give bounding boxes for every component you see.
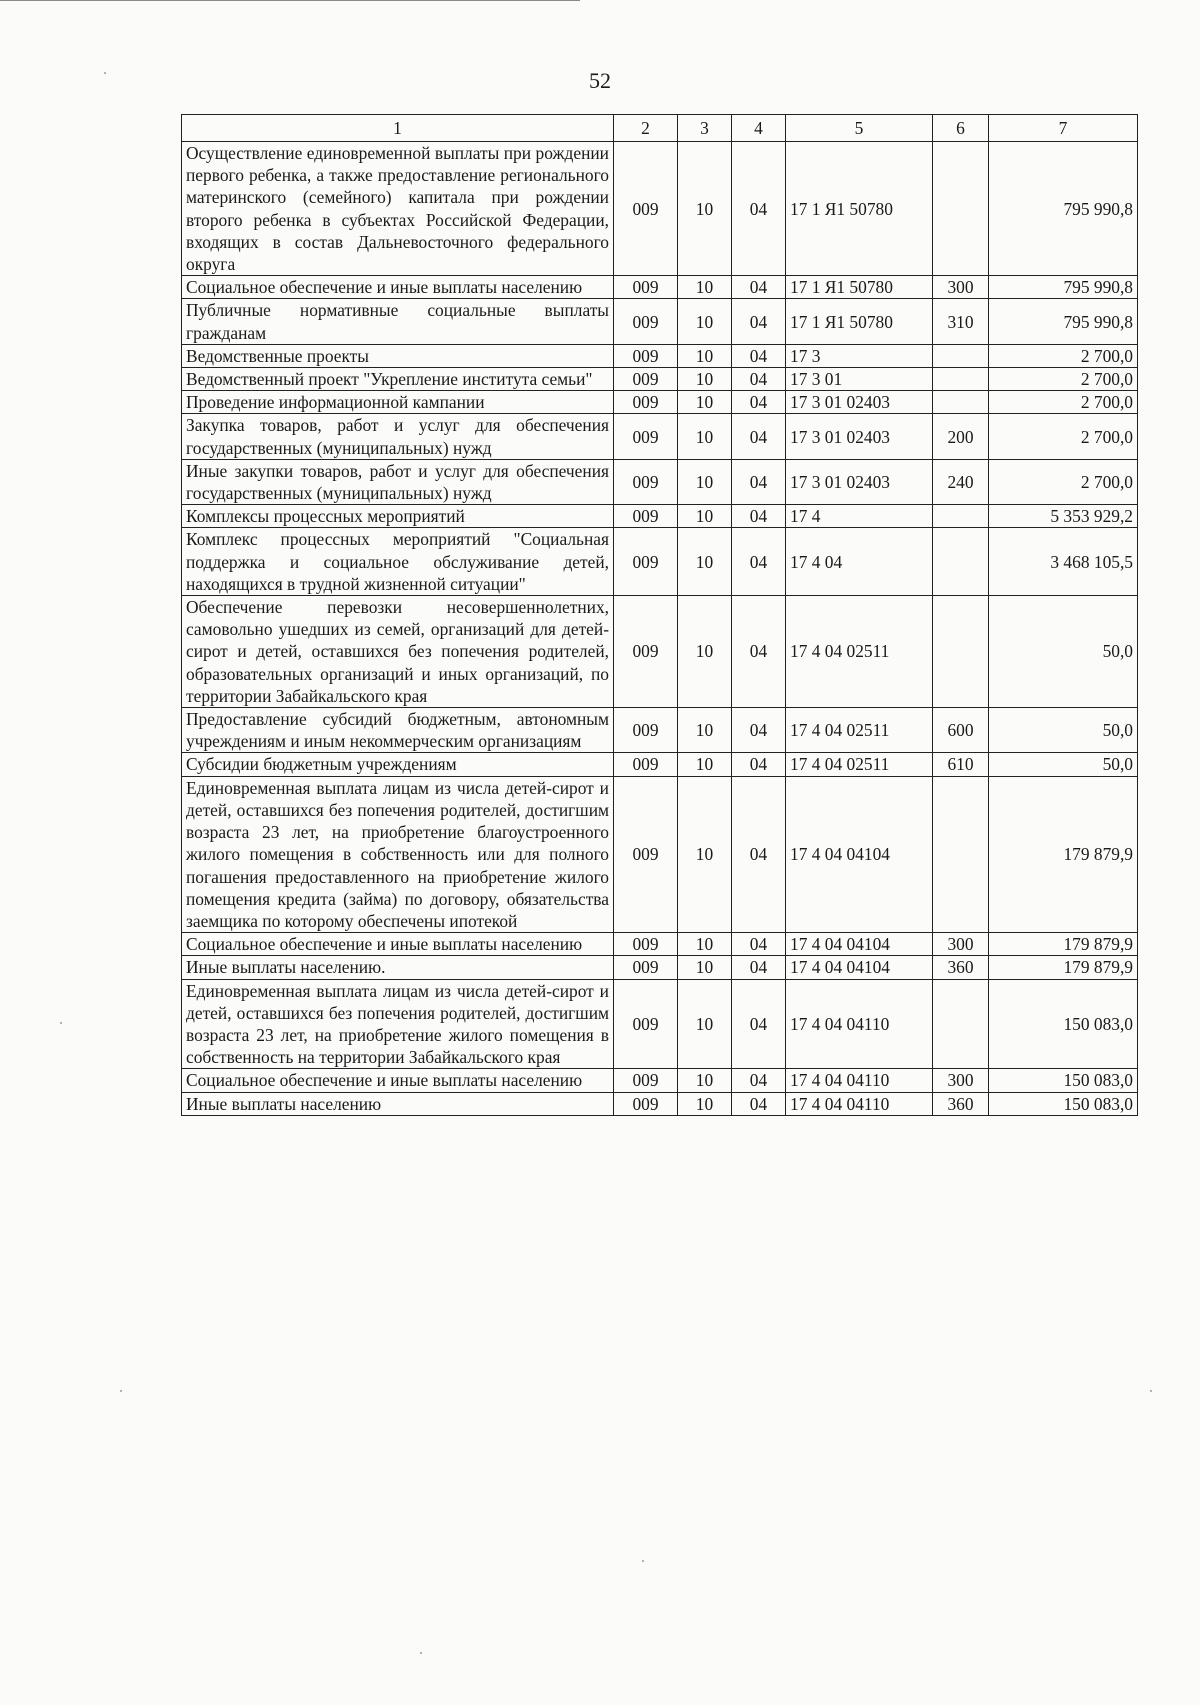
cell-col4: 04 bbox=[732, 344, 786, 367]
scan-speck bbox=[642, 1560, 644, 1562]
cell-amount: 50,0 bbox=[989, 708, 1138, 753]
cell-target-code: 17 4 04 04104 bbox=[786, 933, 933, 956]
cell-col4: 04 bbox=[732, 142, 786, 276]
cell-expense-type: 600 bbox=[933, 708, 989, 753]
table-row bbox=[182, 776, 1138, 932]
cell-col2: 009 bbox=[614, 708, 678, 753]
cell-col2: 009 bbox=[614, 979, 678, 1069]
cell-target-code: 17 4 04 04104 bbox=[786, 776, 933, 932]
cell-col3: 10 bbox=[678, 505, 732, 528]
cell-target-code: 17 1 Я1 50780 bbox=[786, 142, 933, 276]
cell-target-code: 17 4 04 04110 bbox=[786, 1069, 933, 1092]
scan-speck bbox=[104, 72, 106, 74]
cell-expense-type bbox=[933, 505, 989, 528]
cell-amount: 3 468 105,5 bbox=[989, 528, 1138, 596]
cell-col4: 04 bbox=[732, 708, 786, 753]
cell-expense-type: 240 bbox=[933, 459, 989, 504]
cell-col4: 04 bbox=[732, 414, 786, 459]
cell-col4: 04 bbox=[732, 505, 786, 528]
cell-amount: 2 700,0 bbox=[989, 391, 1138, 414]
cell-col3: 10 bbox=[678, 391, 732, 414]
cell-col3: 10 bbox=[678, 142, 732, 276]
cell-amount: 795 990,8 bbox=[989, 299, 1138, 344]
page-number: 52 bbox=[589, 68, 611, 93]
cell-col4: 04 bbox=[732, 933, 786, 956]
cell-amount: 2 700,0 bbox=[989, 459, 1138, 504]
table-row bbox=[182, 459, 1138, 504]
cell-description: Социальное обеспечение и иные выплаты населению bbox=[182, 1069, 614, 1092]
table-row bbox=[182, 708, 1138, 753]
cell-amount: 2 700,0 bbox=[989, 344, 1138, 367]
table-row bbox=[182, 528, 1138, 596]
cell-description: Единовременная выплата лицам из числа детей-сирот и детей, оставшихся без попечения родителей, достигшим возраста 23 лет, на приобретение жилого помещения в собственность на территории Забайкальского края bbox=[182, 979, 614, 1069]
cell-expense-type: 360 bbox=[933, 1092, 989, 1115]
cell-col3: 10 bbox=[678, 753, 732, 776]
cell-description: Проведение информационной кампании bbox=[182, 391, 614, 414]
cell-col4: 04 bbox=[732, 299, 786, 344]
cell-target-code: 17 1 Я1 50780 bbox=[786, 299, 933, 344]
cell-expense-type bbox=[933, 528, 989, 596]
cell-col2: 009 bbox=[614, 391, 678, 414]
cell-expense-type bbox=[933, 979, 989, 1069]
cell-col3: 10 bbox=[678, 596, 732, 708]
cell-expense-type bbox=[933, 776, 989, 932]
cell-target-code: 17 3 bbox=[786, 344, 933, 367]
cell-col2: 009 bbox=[614, 368, 678, 391]
cell-col4: 04 bbox=[732, 776, 786, 932]
cell-amount: 179 879,9 bbox=[989, 933, 1138, 956]
cell-target-code: 17 1 Я1 50780 bbox=[786, 276, 933, 299]
table-body bbox=[182, 142, 1138, 1116]
cell-target-code: 17 4 04 bbox=[786, 528, 933, 596]
cell-expense-type bbox=[933, 368, 989, 391]
scan-edge-line bbox=[0, 0, 580, 1]
table-row bbox=[182, 979, 1138, 1069]
cell-col4: 04 bbox=[732, 753, 786, 776]
cell-description: Закупка товаров, работ и услуг для обеспечения государственных (муниципальных) нужд bbox=[182, 414, 614, 459]
column-header: 7 bbox=[989, 115, 1138, 142]
cell-col3: 10 bbox=[678, 276, 732, 299]
cell-col3: 10 bbox=[678, 933, 732, 956]
cell-expense-type: 310 bbox=[933, 299, 989, 344]
cell-col2: 009 bbox=[614, 1092, 678, 1115]
cell-col3: 10 bbox=[678, 368, 732, 391]
cell-col2: 009 bbox=[614, 276, 678, 299]
cell-col3: 10 bbox=[678, 299, 732, 344]
cell-col2: 009 bbox=[614, 956, 678, 979]
table-row bbox=[182, 299, 1138, 344]
table-row bbox=[182, 596, 1138, 708]
cell-expense-type: 300 bbox=[933, 276, 989, 299]
cell-col2: 009 bbox=[614, 1069, 678, 1092]
cell-expense-type bbox=[933, 344, 989, 367]
cell-col3: 10 bbox=[678, 708, 732, 753]
budget-table bbox=[181, 114, 1138, 1116]
column-header: 3 bbox=[678, 115, 732, 142]
cell-expense-type: 300 bbox=[933, 933, 989, 956]
cell-expense-type: 360 bbox=[933, 956, 989, 979]
cell-col2: 009 bbox=[614, 596, 678, 708]
cell-amount: 179 879,9 bbox=[989, 776, 1138, 932]
cell-amount: 150 083,0 bbox=[989, 1092, 1138, 1115]
cell-target-code: 17 4 bbox=[786, 505, 933, 528]
cell-col4: 04 bbox=[732, 459, 786, 504]
table-row bbox=[182, 1092, 1138, 1115]
cell-target-code: 17 3 01 02403 bbox=[786, 459, 933, 504]
cell-description: Субсидии бюджетным учреждениям bbox=[182, 753, 614, 776]
cell-amount: 2 700,0 bbox=[989, 368, 1138, 391]
cell-description: Иные выплаты населению. bbox=[182, 956, 614, 979]
cell-amount: 179 879,9 bbox=[989, 956, 1138, 979]
table-row bbox=[182, 344, 1138, 367]
table-row bbox=[182, 391, 1138, 414]
cell-target-code: 17 4 04 02511 bbox=[786, 596, 933, 708]
cell-expense-type bbox=[933, 142, 989, 276]
table-row bbox=[182, 368, 1138, 391]
table-row bbox=[182, 414, 1138, 459]
table-row bbox=[182, 956, 1138, 979]
cell-col2: 009 bbox=[614, 299, 678, 344]
cell-col2: 009 bbox=[614, 142, 678, 276]
scan-speck bbox=[120, 1390, 122, 1392]
cell-col2: 009 bbox=[614, 753, 678, 776]
table-row bbox=[182, 1069, 1138, 1092]
cell-description: Предоставление субсидий бюджетным, автономным учреждениям и иным некоммерческим организациям bbox=[182, 708, 614, 753]
cell-col2: 009 bbox=[614, 344, 678, 367]
cell-col3: 10 bbox=[678, 1092, 732, 1115]
table-row bbox=[182, 142, 1138, 276]
cell-col3: 10 bbox=[678, 344, 732, 367]
cell-expense-type bbox=[933, 596, 989, 708]
cell-description: Комплексы процессных мероприятий bbox=[182, 505, 614, 528]
cell-col3: 10 bbox=[678, 1069, 732, 1092]
cell-amount: 5 353 929,2 bbox=[989, 505, 1138, 528]
cell-col4: 04 bbox=[732, 368, 786, 391]
column-header: 5 bbox=[786, 115, 933, 142]
cell-target-code: 17 3 01 bbox=[786, 368, 933, 391]
cell-col4: 04 bbox=[732, 391, 786, 414]
table-header-row bbox=[182, 115, 1138, 142]
cell-description: Осуществление единовременной выплаты при рождении первого ребенка, а также предоставление регионального материнского (семейного) капитала при рождении второго ребенка в субъектах Российской Федерации, входящих в состав Дальневосточного федерального округа bbox=[182, 142, 614, 276]
cell-description: Ведомственные проекты bbox=[182, 344, 614, 367]
cell-target-code: 17 4 04 04104 bbox=[786, 956, 933, 979]
table-row bbox=[182, 933, 1138, 956]
cell-description: Ведомственный проект "Укрепление института семьи" bbox=[182, 368, 614, 391]
cell-amount: 50,0 bbox=[989, 596, 1138, 708]
cell-description: Социальное обеспечение и иные выплаты населению bbox=[182, 933, 614, 956]
cell-col4: 04 bbox=[732, 1092, 786, 1115]
cell-target-code: 17 4 04 04110 bbox=[786, 1092, 933, 1115]
cell-target-code: 17 3 01 02403 bbox=[786, 391, 933, 414]
cell-col2: 009 bbox=[614, 505, 678, 528]
cell-expense-type: 610 bbox=[933, 753, 989, 776]
cell-col2: 009 bbox=[614, 459, 678, 504]
cell-col3: 10 bbox=[678, 956, 732, 979]
cell-description: Единовременная выплата лицам из числа детей-сирот и детей, оставшихся без попечения родителей, достигшим возраста 23 лет, на приобретение благоустроенного жилого помещения в собственность или для полного погашения предоставленного на приобретение жилого помещения кредита (займа) по договору, обязательства заемщика по которому обеспечены ипотекой bbox=[182, 776, 614, 932]
cell-col3: 10 bbox=[678, 979, 732, 1069]
cell-col2: 009 bbox=[614, 414, 678, 459]
column-header: 2 bbox=[614, 115, 678, 142]
cell-col3: 10 bbox=[678, 776, 732, 932]
cell-amount: 795 990,8 bbox=[989, 142, 1138, 276]
column-header: 1 bbox=[182, 115, 614, 142]
cell-amount: 795 990,8 bbox=[989, 276, 1138, 299]
table-row bbox=[182, 753, 1138, 776]
scan-speck bbox=[420, 1652, 422, 1654]
cell-col4: 04 bbox=[732, 596, 786, 708]
cell-target-code: 17 3 01 02403 bbox=[786, 414, 933, 459]
cell-description: Обеспечение перевозки несовершеннолетних, самовольно ушедших из семей, организаций для детей-сирот и детей, оставшихся без попечения родителей, образовательных организаций и иных организаций, по территории Забайкальского края bbox=[182, 596, 614, 708]
cell-col4: 04 bbox=[732, 276, 786, 299]
cell-expense-type: 200 bbox=[933, 414, 989, 459]
cell-description: Комплекс процессных мероприятий "Социальная поддержка и социальное обслуживание детей, находящихся в трудной жизненной ситуации" bbox=[182, 528, 614, 596]
cell-col3: 10 bbox=[678, 414, 732, 459]
table-row bbox=[182, 505, 1138, 528]
cell-col2: 009 bbox=[614, 528, 678, 596]
cell-col3: 10 bbox=[678, 528, 732, 596]
cell-description: Иные выплаты населению bbox=[182, 1092, 614, 1115]
cell-description: Социальное обеспечение и иные выплаты населению bbox=[182, 276, 614, 299]
cell-target-code: 17 4 04 02511 bbox=[786, 753, 933, 776]
cell-description: Иные закупки товаров, работ и услуг для обеспечения государственных (муниципальных) нужд bbox=[182, 459, 614, 504]
cell-amount: 50,0 bbox=[989, 753, 1138, 776]
cell-expense-type: 300 bbox=[933, 1069, 989, 1092]
scan-speck bbox=[60, 1022, 62, 1024]
column-header: 6 bbox=[933, 115, 989, 142]
cell-col4: 04 bbox=[732, 528, 786, 596]
cell-col4: 04 bbox=[732, 979, 786, 1069]
cell-target-code: 17 4 04 04110 bbox=[786, 979, 933, 1069]
cell-amount: 2 700,0 bbox=[989, 414, 1138, 459]
cell-amount: 150 083,0 bbox=[989, 979, 1138, 1069]
cell-target-code: 17 4 04 02511 bbox=[786, 708, 933, 753]
cell-col2: 009 bbox=[614, 933, 678, 956]
scan-speck bbox=[1150, 1390, 1152, 1392]
cell-col4: 04 bbox=[732, 1069, 786, 1092]
table-row bbox=[182, 276, 1138, 299]
cell-amount: 150 083,0 bbox=[989, 1069, 1138, 1092]
cell-expense-type bbox=[933, 391, 989, 414]
column-header: 4 bbox=[732, 115, 786, 142]
cell-description: Публичные нормативные социальные выплаты гражданам bbox=[182, 299, 614, 344]
cell-col2: 009 bbox=[614, 776, 678, 932]
cell-col3: 10 bbox=[678, 459, 732, 504]
cell-col4: 04 bbox=[732, 956, 786, 979]
